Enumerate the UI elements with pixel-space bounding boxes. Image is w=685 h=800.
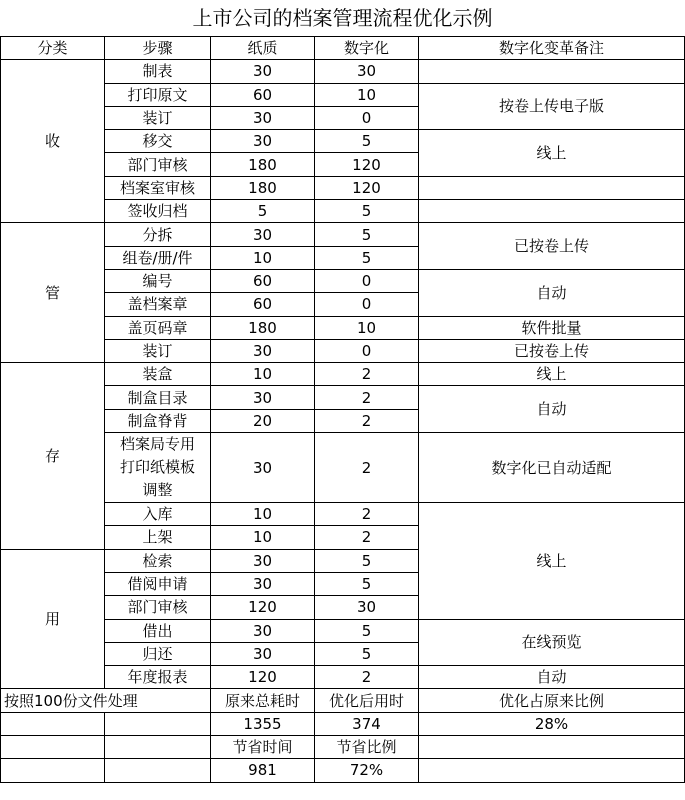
summary-header-row bbox=[1, 689, 685, 712]
orig-total-value: 1355 bbox=[211, 712, 315, 735]
summary-basis: 按照100份文件处理 bbox=[1, 689, 211, 712]
note-cell: 数字化已自动适配 bbox=[419, 433, 685, 503]
step-cell: 入库 bbox=[105, 503, 211, 526]
digital-cell: 5 bbox=[315, 549, 419, 572]
header-digital: 数字化 bbox=[315, 37, 419, 60]
empty-cell bbox=[105, 736, 211, 759]
step-cell: 装盒 bbox=[105, 363, 211, 386]
saved-ratio-value: 72% bbox=[315, 759, 419, 782]
paper-cell: 60 bbox=[211, 269, 315, 292]
step-cell: 部门审核 bbox=[105, 596, 211, 619]
category-cell-guan: 管 bbox=[1, 223, 105, 363]
empty-cell bbox=[1, 736, 105, 759]
table-row bbox=[1, 60, 685, 83]
table-row bbox=[1, 223, 685, 246]
table-row bbox=[1, 363, 685, 386]
header-category: 分类 bbox=[1, 37, 105, 60]
category-cell-cun: 存 bbox=[1, 363, 105, 549]
summary-value-row bbox=[1, 712, 685, 735]
digital-cell: 5 bbox=[315, 246, 419, 269]
paper-cell: 10 bbox=[211, 246, 315, 269]
header-paper: 纸质 bbox=[211, 37, 315, 60]
step-cell: 制盒脊背 bbox=[105, 409, 211, 432]
digital-cell: 2 bbox=[315, 503, 419, 526]
saved-time-label: 节省时间 bbox=[211, 736, 315, 759]
paper-cell: 10 bbox=[211, 363, 315, 386]
step-cell: 移交 bbox=[105, 130, 211, 153]
paper-cell: 30 bbox=[211, 106, 315, 129]
paper-cell: 180 bbox=[211, 176, 315, 199]
step-cell: 上架 bbox=[105, 526, 211, 549]
category-cell-shou: 收 bbox=[1, 60, 105, 223]
digital-cell: 10 bbox=[315, 316, 419, 339]
paper-cell: 30 bbox=[211, 130, 315, 153]
digital-cell: 5 bbox=[315, 200, 419, 223]
note-cell: 线上 bbox=[419, 363, 685, 386]
paper-cell: 30 bbox=[211, 433, 315, 503]
paper-cell: 60 bbox=[211, 293, 315, 316]
paper-cell: 30 bbox=[211, 572, 315, 595]
paper-cell: 10 bbox=[211, 526, 315, 549]
paper-cell: 180 bbox=[211, 316, 315, 339]
step-cell: 年度报表 bbox=[105, 666, 211, 689]
step-cell: 部门审核 bbox=[105, 153, 211, 176]
note-cell: 线上 bbox=[419, 130, 685, 177]
empty-cell bbox=[419, 759, 685, 782]
note-cell: 线上 bbox=[419, 503, 685, 619]
paper-cell: 30 bbox=[211, 386, 315, 409]
paper-cell: 30 bbox=[211, 339, 315, 362]
note-cell: 已按卷上传 bbox=[419, 223, 685, 270]
empty-cell bbox=[419, 736, 685, 759]
step-cell: 打印原文 bbox=[105, 83, 211, 106]
digital-cell: 120 bbox=[315, 153, 419, 176]
digital-cell: 2 bbox=[315, 386, 419, 409]
paper-cell: 30 bbox=[211, 549, 315, 572]
note-cell: 已按卷上传 bbox=[419, 339, 685, 362]
digital-cell: 0 bbox=[315, 339, 419, 362]
paper-cell: 120 bbox=[211, 596, 315, 619]
note-cell-empty bbox=[419, 176, 685, 199]
saved-time-value: 981 bbox=[211, 759, 315, 782]
paper-cell: 20 bbox=[211, 409, 315, 432]
step-cell: 组卷/册/件 bbox=[105, 246, 211, 269]
step-line: 打印纸模板 bbox=[119, 458, 195, 477]
step-cell: 制盒目录 bbox=[105, 386, 211, 409]
step-line: 档案局专用 bbox=[119, 435, 195, 454]
category-cell-yong: 用 bbox=[1, 549, 105, 689]
opt-time-value: 374 bbox=[315, 712, 419, 735]
step-cell: 装订 bbox=[105, 106, 211, 129]
digital-cell: 30 bbox=[315, 596, 419, 619]
paper-cell: 120 bbox=[211, 666, 315, 689]
note-cell: 按卷上传电子版 bbox=[419, 83, 685, 130]
paper-cell: 30 bbox=[211, 619, 315, 642]
step-cell: 编号 bbox=[105, 269, 211, 292]
paper-cell: 30 bbox=[211, 223, 315, 246]
digital-cell: 0 bbox=[315, 269, 419, 292]
digital-cell: 2 bbox=[315, 666, 419, 689]
step-cell-multiline bbox=[105, 433, 211, 503]
note-cell: 自动 bbox=[419, 666, 685, 689]
paper-cell: 60 bbox=[211, 83, 315, 106]
step-cell: 检索 bbox=[105, 549, 211, 572]
paper-cell: 10 bbox=[211, 503, 315, 526]
step-line: 调整 bbox=[142, 481, 173, 500]
empty-cell bbox=[105, 759, 211, 782]
step-cell: 制表 bbox=[105, 60, 211, 83]
ratio-label: 优化占原来比例 bbox=[419, 689, 685, 712]
orig-total-label: 原来总耗时 bbox=[211, 689, 315, 712]
note-cell: 自动 bbox=[419, 269, 685, 316]
step-cell: 分拆 bbox=[105, 223, 211, 246]
digital-cell: 5 bbox=[315, 572, 419, 595]
step-cell: 盖页码章 bbox=[105, 316, 211, 339]
empty-cell bbox=[1, 759, 105, 782]
note-cell-empty bbox=[419, 60, 685, 83]
note-cell-empty bbox=[419, 200, 685, 223]
saved-header-row bbox=[1, 736, 685, 759]
ratio-value: 28% bbox=[419, 712, 685, 735]
note-cell: 软件批量 bbox=[419, 316, 685, 339]
empty-cell bbox=[1, 712, 105, 735]
step-cell: 档案室审核 bbox=[105, 176, 211, 199]
step-cell: 装订 bbox=[105, 339, 211, 362]
digital-cell: 2 bbox=[315, 363, 419, 386]
digital-cell: 2 bbox=[315, 433, 419, 503]
saved-value-row bbox=[1, 759, 685, 782]
digital-cell: 2 bbox=[315, 526, 419, 549]
step-cell: 借出 bbox=[105, 619, 211, 642]
paper-cell: 30 bbox=[211, 60, 315, 83]
step-cell: 借阅申请 bbox=[105, 572, 211, 595]
header-note: 数字化变革备注 bbox=[419, 37, 685, 60]
paper-cell: 30 bbox=[211, 642, 315, 665]
digital-cell: 5 bbox=[315, 619, 419, 642]
digital-cell: 30 bbox=[315, 60, 419, 83]
digital-cell: 0 bbox=[315, 293, 419, 316]
digital-cell: 5 bbox=[315, 642, 419, 665]
digital-cell: 10 bbox=[315, 83, 419, 106]
digital-cell: 5 bbox=[315, 130, 419, 153]
page-title: 上市公司的档案管理流程优化示例 bbox=[192, 6, 493, 30]
digital-cell: 0 bbox=[315, 106, 419, 129]
step-cell: 盖档案章 bbox=[105, 293, 211, 316]
empty-cell bbox=[105, 712, 211, 735]
digital-cell: 2 bbox=[315, 409, 419, 432]
paper-cell: 180 bbox=[211, 153, 315, 176]
step-cell: 归还 bbox=[105, 642, 211, 665]
opt-time-label: 优化后用时 bbox=[315, 689, 419, 712]
paper-cell: 5 bbox=[211, 200, 315, 223]
note-cell: 自动 bbox=[419, 386, 685, 433]
digital-cell: 120 bbox=[315, 176, 419, 199]
step-cell: 签收归档 bbox=[105, 200, 211, 223]
note-cell: 在线预览 bbox=[419, 619, 685, 666]
header-step: 步骤 bbox=[105, 37, 211, 60]
archive-process-table bbox=[0, 36, 685, 783]
digital-cell: 5 bbox=[315, 223, 419, 246]
saved-ratio-label: 节省比例 bbox=[315, 736, 419, 759]
header-row bbox=[1, 37, 685, 60]
